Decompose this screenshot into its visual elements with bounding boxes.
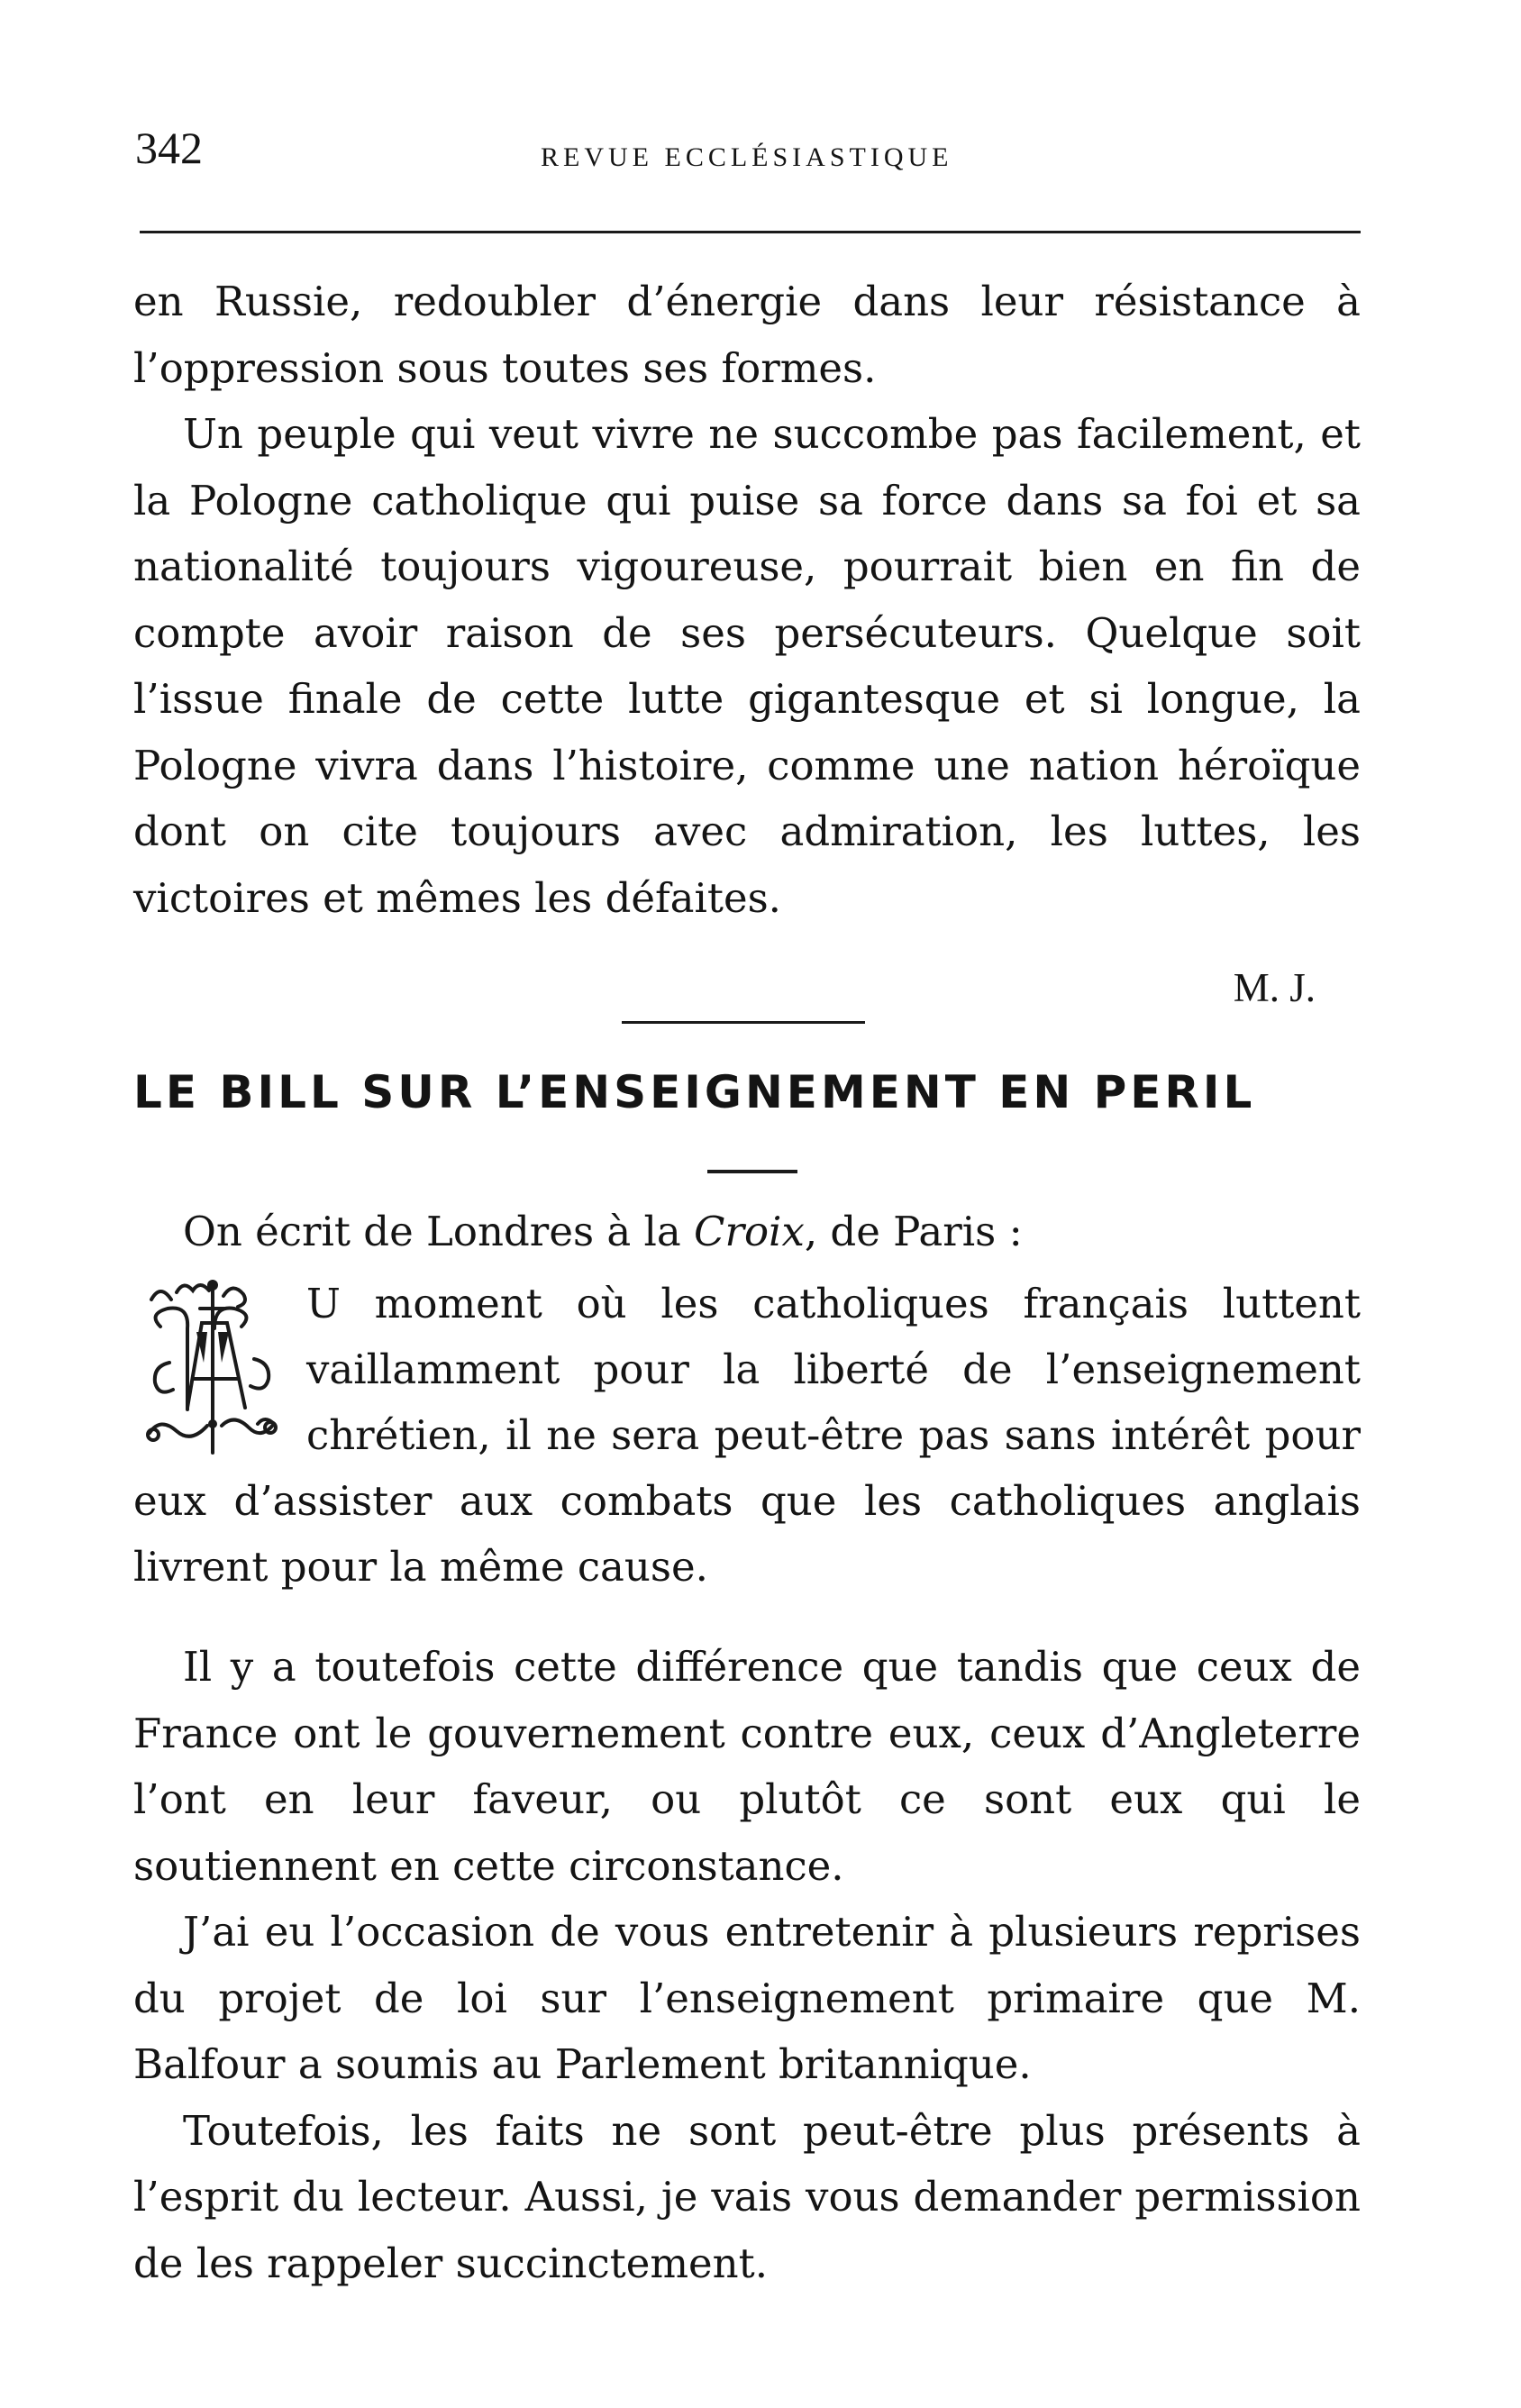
running-title: REVUE ECCLÉSIASTIQUE (541, 142, 953, 172)
ornamental-dropcap (133, 1272, 296, 1462)
article-two-paragraph-2: Il y a toutefois cette différence que tandis que ceux de France ont le gouvernement contre eux, ceux d’Angleterre l’ont en leur faveur, ou plutôt ce sont eux qui le soutiennent en cette circonstance. (133, 1643, 1361, 1890)
author-signature: M. J. (1233, 965, 1316, 1010)
section-separator-rule (622, 1021, 865, 1024)
dateline (183, 1199, 1023, 1264)
article-two-body (133, 1634, 1361, 2296)
article-one-paragraph-2: Un peuple qui veut vivre ne succombe pas facilement, et la Pologne catholique qui puise sa force dans sa foi et sa nationalité toujours vigoureuse, pourrait bien en fin de compte avoir raison de ses persécuteurs. Quelque soit l’issue finale de cette lutte gigantesque et si longue, la Pologne vivra dans l’histoire, comme une nation héroïque dont on cite toujours avec admiration, les luttes, les victoires et mêmes les défaites. (133, 410, 1361, 922)
dateline-source: Croix (694, 1208, 805, 1255)
article-two-title: LE BILL SUR L’ENSEIGNEMENT EN PERIL (133, 1066, 1256, 1118)
article-two-paragraph-1: U moment où les catholiques français luttent vaillamment pour la liberté de l’enseignement chrétien, il ne sera peut-être pas sans intérêt pour eux d’assister aux combats que les catholiques anglais livrent pour la même cause. (133, 1280, 1361, 1591)
page-number: 342 (135, 123, 203, 173)
article-one-body (133, 269, 1361, 931)
article-two-paragraph-3: J’ai eu l’occasion de vous entretenir à plusieurs reprises du projet de loi sur l’enseignement primaire que M. Balfour a soumis au Parlement britannique. (133, 1908, 1361, 2088)
article-two-opening (133, 1271, 1361, 1600)
article-one-paragraph-1: en Russie, redoubler d’énergie dans leur résistance à l’oppression sous toutes ses formes. (133, 278, 1361, 392)
header-rule (140, 231, 1361, 233)
dateline-before: On écrit de Londres à la (183, 1208, 695, 1255)
ornamental-letter-a-icon (133, 1272, 296, 1462)
dateline-after: , de Paris : (804, 1208, 1023, 1255)
title-underline-rule (707, 1170, 797, 1173)
article-two-paragraph-4: Toutefois, les faits ne sont peut-être plus présents à l’esprit du lecteur. Aussi, je vais vous demander permission de les rappeler succinctement. (133, 2106, 1361, 2287)
